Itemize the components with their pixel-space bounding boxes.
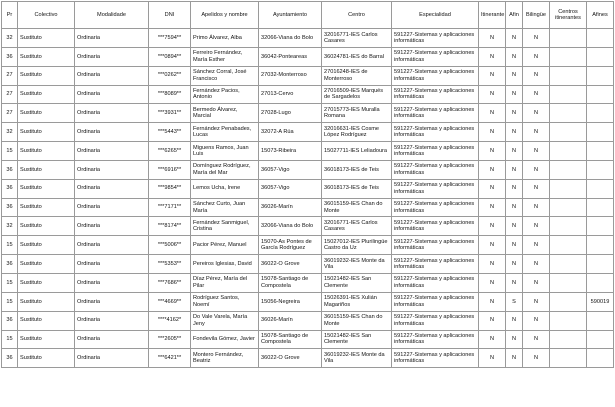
cell-pr: 36 [2,198,18,217]
cell-bilingue: N [523,85,550,104]
cell-apelidos-nombre: Fondevila Gómez, Javier [191,330,259,349]
cell-bilingue: N [523,292,550,311]
cell-dni: ***8089** [149,85,191,104]
cell-colectivo: Sustituto [18,198,75,217]
table-row [2,179,614,198]
cell-modalidade: Ordinaria [75,311,149,330]
cell-centros-itinerantes [550,311,587,330]
table-row [2,311,614,330]
cell-pr: 36 [2,255,18,274]
cell-dni: ***5353** [149,255,191,274]
cell-ayuntamiento: 15056-Negreira [259,292,322,311]
cell-afines [587,142,614,161]
assignments-table [1,1,614,368]
cell-colectivo: Sustituto [18,349,75,368]
cell-dni: ***7594** [149,29,191,48]
cell-dni: ***0262** [149,66,191,85]
cell-afin: N [506,330,523,349]
cell-modalidade: Ordinaria [75,160,149,179]
cell-pr: 15 [2,142,18,161]
cell-ayuntamiento: 32066-Viana do Bolo [259,29,322,48]
cell-colectivo: Sustituto [18,142,75,161]
cell-afin: N [506,349,523,368]
cell-modalidade: Ordinaria [75,273,149,292]
cell-apelidos-nombre: Pereiros Iglesias, David [191,255,259,274]
cell-especialidad: 591227-Sistemas y aplicaciones informáticas [392,236,479,255]
cell-colectivo: Sustituto [18,85,75,104]
cell-modalidade: Ordinaria [75,349,149,368]
cell-itinerante: N [479,217,506,236]
cell-afines: 590019 [587,292,614,311]
header-colectivo: Colectivo [18,2,75,29]
cell-centros-itinerantes [550,292,587,311]
cell-especialidad: 591227-Sistemas y aplicaciones informáticas [392,104,479,123]
table-row [2,255,614,274]
cell-pr: 36 [2,160,18,179]
cell-centros-itinerantes [550,198,587,217]
cell-ayuntamiento: 15073-Ribeira [259,142,322,161]
cell-apelidos-nombre: Bermedo Álvarez, Marcial [191,104,259,123]
table-row [2,142,614,161]
cell-centro: 27015773-IES Muralla Romana [322,104,392,123]
cell-colectivo: Sustituto [18,273,75,292]
cell-afin: N [506,29,523,48]
cell-itinerante: N [479,349,506,368]
cell-especialidad: 591227-Sistemas y aplicaciones informáticas [392,255,479,274]
cell-bilingue: N [523,66,550,85]
cell-apelidos-nombre: Díaz Pérez, María del Pilar [191,273,259,292]
cell-apelidos-nombre: Domínguez Rodríguez, María del Mar [191,160,259,179]
table-row [2,198,614,217]
table-row [2,85,614,104]
cell-itinerante: N [479,29,506,48]
cell-apelidos-nombre: Fernández Sanmiguel, Cristina [191,217,259,236]
cell-centro: 32016771-IES Carlos Casares [322,29,392,48]
cell-afines [587,104,614,123]
cell-centro: 15027012-IES Plurilingüe Castro da Uz [322,236,392,255]
cell-especialidad: 591227-Sistemas y aplicaciones informáticas [392,29,479,48]
cell-pr: 15 [2,330,18,349]
cell-colectivo: Sustituto [18,255,75,274]
table-row [2,236,614,255]
cell-modalidade: Ordinaria [75,198,149,217]
cell-centros-itinerantes [550,273,587,292]
cell-pr: 15 [2,273,18,292]
cell-bilingue: N [523,29,550,48]
cell-dni: ***3931** [149,104,191,123]
table-row [2,217,614,236]
header-modalidade: Modalidade [75,2,149,29]
cell-itinerante: N [479,123,506,142]
cell-ayuntamiento: 36026-Marín [259,198,322,217]
cell-afines [587,29,614,48]
cell-colectivo: Sustituto [18,311,75,330]
cell-afin: N [506,311,523,330]
cell-dni: ***4669** [149,292,191,311]
header-especialidad: Especialidad [392,2,479,29]
cell-centro: 36018173-IES de Teis [322,179,392,198]
cell-pr: 27 [2,85,18,104]
cell-afines [587,47,614,66]
cell-dni: ***6916** [149,160,191,179]
cell-ayuntamiento: 36022-O Grove [259,349,322,368]
cell-ayuntamiento: 36042-Ponteareas [259,47,322,66]
cell-centros-itinerantes [550,47,587,66]
cell-apelidos-nombre: Ferreiro Fernández, María Esther [191,47,259,66]
header-bilingue: Bilingüe [523,2,550,29]
cell-especialidad: 591227-Sistemas y aplicaciones informáticas [392,160,479,179]
cell-apelidos-nombre: Fernández Pacios, Antonio [191,85,259,104]
cell-colectivo: Sustituto [18,123,75,142]
cell-centro: 32016631-IES Cosme López Rodríguez [322,123,392,142]
table-row [2,104,614,123]
cell-afin: N [506,160,523,179]
cell-ayuntamiento: 27032-Monterroso [259,66,322,85]
cell-centros-itinerantes [550,236,587,255]
cell-colectivo: Sustituto [18,47,75,66]
header-ayuntamiento: Ayuntamiento [259,2,322,29]
header-itinerante: Itinerante [479,2,506,29]
cell-centro: 27016509-IES Marqués de Sargadelos [322,85,392,104]
header-afines: Afines [587,2,614,29]
cell-dni: ***6421** [149,349,191,368]
cell-itinerante: N [479,104,506,123]
cell-itinerante: N [479,255,506,274]
cell-itinerante: N [479,160,506,179]
cell-bilingue: N [523,142,550,161]
cell-bilingue: N [523,236,550,255]
cell-bilingue: N [523,255,550,274]
cell-bilingue: N [523,311,550,330]
cell-modalidade: Ordinaria [75,47,149,66]
table-row [2,349,614,368]
header-centro: Centro [322,2,392,29]
cell-dni: ***0894** [149,47,191,66]
cell-dni: ***7171** [149,198,191,217]
cell-itinerante: N [479,236,506,255]
cell-apelidos-nombre: Fernández Penabades, Lucas [191,123,259,142]
cell-centros-itinerantes [550,179,587,198]
table-row [2,160,614,179]
table-row [2,29,614,48]
cell-afin: N [506,142,523,161]
table-row [2,66,614,85]
cell-itinerante: N [479,292,506,311]
cell-pr: 32 [2,217,18,236]
cell-centros-itinerantes [550,255,587,274]
cell-apelidos-nombre: Sánchez Corral, José Francisco [191,66,259,85]
cell-afines [587,123,614,142]
cell-ayuntamiento: 15070-As Pontes de García Rodríguez [259,236,322,255]
cell-apelidos-nombre: Miguens Ramos, Juan Luis [191,142,259,161]
cell-centro: 36019232-IES Monte da Vila [322,255,392,274]
cell-centros-itinerantes [550,349,587,368]
cell-afin: N [506,47,523,66]
cell-afines [587,160,614,179]
cell-dni: ****4162* [149,311,191,330]
cell-ayuntamiento: 32066-Viana do Bolo [259,217,322,236]
cell-afines [587,311,614,330]
cell-bilingue: N [523,104,550,123]
cell-modalidade: Ordinaria [75,236,149,255]
cell-ayuntamiento: 15078-Santiago de Compostela [259,330,322,349]
cell-ayuntamiento: 36022-O Grove [259,255,322,274]
cell-afin: N [506,255,523,274]
cell-dni: ***6265** [149,142,191,161]
cell-colectivo: Sustituto [18,29,75,48]
cell-bilingue: N [523,47,550,66]
cell-itinerante: N [479,142,506,161]
cell-bilingue: N [523,179,550,198]
cell-centro: 15026391-IES Xulián Magariños [322,292,392,311]
cell-modalidade: Ordinaria [75,292,149,311]
cell-apelidos-nombre: Rodríguez Santos, Noemí [191,292,259,311]
cell-centros-itinerantes [550,123,587,142]
cell-itinerante: N [479,311,506,330]
cell-centro: 32016771-IES Carlos Casares [322,217,392,236]
cell-pr: 27 [2,104,18,123]
cell-especialidad: 591227-Sistemas y aplicaciones informáticas [392,47,479,66]
assignments-table-container [1,1,614,368]
header-apelidos-nombre: Apelidos y nombre [191,2,259,29]
cell-dni: ***5006** [149,236,191,255]
cell-afin: N [506,85,523,104]
table-row [2,123,614,142]
cell-especialidad: 591227-Sistemas y aplicaciones informáticas [392,311,479,330]
cell-modalidade: Ordinaria [75,29,149,48]
cell-pr: 36 [2,349,18,368]
cell-especialidad: 591227-Sistemas y aplicaciones informáticas [392,85,479,104]
cell-ayuntamiento: 36057-Vigo [259,160,322,179]
cell-apelidos-nombre: Sánchez Curto, Juan María [191,198,259,217]
cell-centro: 36024781-IES do Barral [322,47,392,66]
cell-colectivo: Sustituto [18,330,75,349]
cell-afin: N [506,217,523,236]
cell-afines [587,198,614,217]
cell-especialidad: 591227-Sistemas y aplicaciones informáticas [392,198,479,217]
cell-pr: 36 [2,179,18,198]
cell-ayuntamiento: 27028-Lugo [259,104,322,123]
cell-itinerante: N [479,179,506,198]
cell-centro: 27016248-IES de Monterroso [322,66,392,85]
table-row [2,292,614,311]
cell-bilingue: N [523,198,550,217]
cell-especialidad: 591227-Sistemas y aplicaciones informáticas [392,273,479,292]
cell-apelidos-nombre: Do Vale Varela, María Jeny [191,311,259,330]
cell-bilingue: N [523,273,550,292]
cell-afin: N [506,179,523,198]
cell-colectivo: Sustituto [18,236,75,255]
header-pr: Pr [2,2,18,29]
cell-colectivo: Sustituto [18,217,75,236]
cell-bilingue: N [523,217,550,236]
cell-centros-itinerantes [550,104,587,123]
cell-afines [587,255,614,274]
cell-pr: 32 [2,29,18,48]
cell-colectivo: Sustituto [18,104,75,123]
cell-ayuntamiento: 36026-Marín [259,311,322,330]
cell-afin: N [506,104,523,123]
cell-modalidade: Ordinaria [75,330,149,349]
cell-afin: S [506,292,523,311]
cell-afines [587,273,614,292]
cell-bilingue: N [523,160,550,179]
cell-dni: ***5443** [149,123,191,142]
cell-itinerante: N [479,198,506,217]
header-afin: Afin [506,2,523,29]
cell-especialidad: 591227-Sistemas y aplicaciones informáticas [392,349,479,368]
cell-afin: N [506,236,523,255]
cell-modalidade: Ordinaria [75,142,149,161]
cell-modalidade: Ordinaria [75,179,149,198]
cell-centros-itinerantes [550,85,587,104]
cell-afin: N [506,66,523,85]
cell-centro: 36019232-IES Monte da Vila [322,349,392,368]
cell-pr: 15 [2,236,18,255]
cell-afines [587,330,614,349]
cell-centros-itinerantes [550,142,587,161]
cell-modalidade: Ordinaria [75,66,149,85]
cell-modalidade: Ordinaria [75,123,149,142]
cell-afines [587,179,614,198]
table-row [2,330,614,349]
cell-ayuntamiento: 27013-Cervo [259,85,322,104]
cell-pr: 36 [2,311,18,330]
cell-afines [587,66,614,85]
cell-dni: ***9854** [149,179,191,198]
cell-itinerante: N [479,273,506,292]
cell-modalidade: Ordinaria [75,85,149,104]
cell-centros-itinerantes [550,160,587,179]
cell-afin: N [506,123,523,142]
cell-afines [587,349,614,368]
cell-itinerante: N [479,66,506,85]
cell-especialidad: 591227-Sistemas y aplicaciones informáticas [392,217,479,236]
cell-centros-itinerantes [550,29,587,48]
cell-ayuntamiento: 32072-A Rúa [259,123,322,142]
cell-centros-itinerantes [550,217,587,236]
cell-especialidad: 591227-Sistemas y aplicaciones informáticas [392,66,479,85]
cell-afines [587,85,614,104]
cell-afin: N [506,273,523,292]
cell-pr: 32 [2,123,18,142]
cell-itinerante: N [479,85,506,104]
cell-itinerante: N [479,330,506,349]
cell-dni: ***2605** [149,330,191,349]
cell-bilingue: N [523,123,550,142]
cell-modalidade: Ordinaria [75,255,149,274]
cell-modalidade: Ordinaria [75,104,149,123]
cell-especialidad: 591227-Sistemas y aplicaciones informáticas [392,123,479,142]
cell-centros-itinerantes [550,330,587,349]
header-dni: DNI [149,2,191,29]
cell-colectivo: Sustituto [18,292,75,311]
cell-especialidad: 591227-Sistemas y aplicaciones informáticas [392,330,479,349]
cell-afines [587,217,614,236]
cell-colectivo: Sustituto [18,179,75,198]
cell-ayuntamiento: 36057-Vigo [259,179,322,198]
cell-centro: 36015159-IES Chan do Monte [322,311,392,330]
cell-modalidade: Ordinaria [75,217,149,236]
cell-pr: 36 [2,47,18,66]
cell-pr: 15 [2,292,18,311]
cell-centro: 15021482-IES San Clemente [322,330,392,349]
header-row [2,2,614,29]
table-row [2,47,614,66]
cell-apelidos-nombre: Primo Álvarez, Alba [191,29,259,48]
cell-itinerante: N [479,47,506,66]
cell-afines [587,236,614,255]
cell-centro: 36015159-IES Chan do Monte [322,198,392,217]
cell-pr: 27 [2,66,18,85]
cell-especialidad: 591227-Sistemas y aplicaciones informáticas [392,142,479,161]
cell-dni: ***8174** [149,217,191,236]
cell-colectivo: Sustituto [18,160,75,179]
cell-centros-itinerantes [550,66,587,85]
cell-afin: N [506,198,523,217]
table-row [2,273,614,292]
cell-apelidos-nombre: Pacior Pérez, Manuel [191,236,259,255]
header-centros-itinerantes: Centros itinerantes [550,2,587,29]
cell-bilingue: N [523,349,550,368]
cell-ayuntamiento: 15078-Santiago de Compostela [259,273,322,292]
cell-dni: ***7686** [149,273,191,292]
cell-colectivo: Sustituto [18,66,75,85]
cell-especialidad: 591227-Sistemas y aplicaciones informáticas [392,292,479,311]
cell-especialidad: 591227-Sistemas y aplicaciones informáticas [392,179,479,198]
cell-bilingue: N [523,330,550,349]
cell-centro: 15027711-IES Leliadoura [322,142,392,161]
cell-apelidos-nombre: Lemos Ucha, Irene [191,179,259,198]
cell-apelidos-nombre: Montero Fernández, Beatriz [191,349,259,368]
cell-centro: 36018173-IES de Teis [322,160,392,179]
cell-centro: 15021482-IES San Clemente [322,273,392,292]
